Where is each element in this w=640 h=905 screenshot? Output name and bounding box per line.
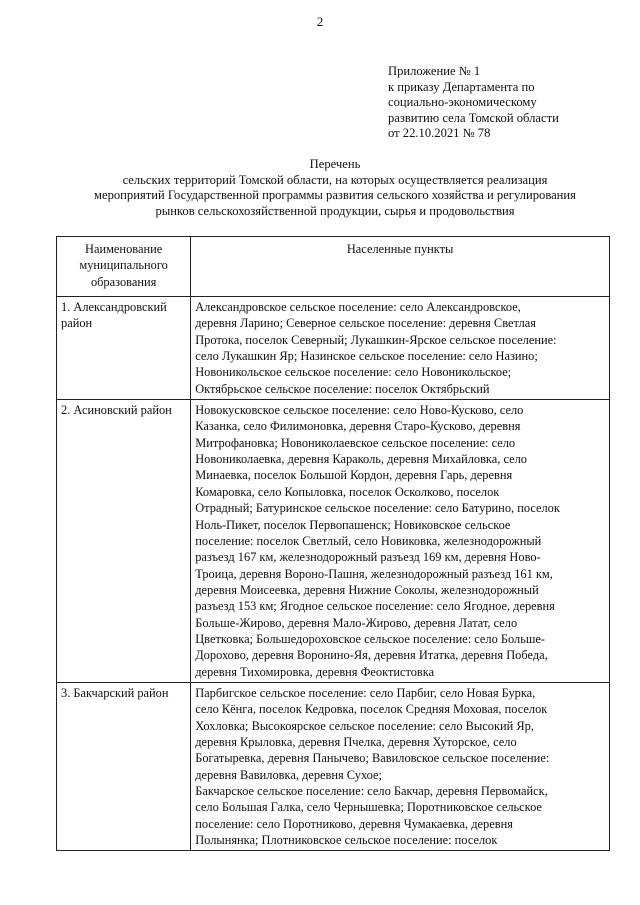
- settlement-line: Отрадный; Батуринское сельское поселение: село Батурино, поселок: [195, 501, 560, 516]
- settlement-line: Митрофановка; Новониколаевское сельское поселение: село: [195, 435, 516, 450]
- settlement-line: поселение: село Поротниково, деревня Чумакаевка, деревня: [195, 816, 513, 831]
- district-line: район: [61, 316, 93, 331]
- settlement-line: поселение: поселок Светлый, село Новиковка, железнодорожный: [195, 533, 542, 548]
- settlement-line: деревня Ларино; Северное сельское поселение: деревня Светлая: [195, 316, 536, 331]
- table-row: [57, 682, 610, 850]
- settlement-line: Троица, деревня Вороно-Пашня, железнодорожный разъезд 161 км,: [195, 566, 553, 581]
- district-line: 2. Асиновский район: [61, 403, 172, 418]
- settlements-cell: [191, 682, 610, 850]
- settlements-cell: [191, 297, 610, 400]
- settlement-line: Новокусковское сельское поселение: село Ново-Кусково, село: [195, 403, 524, 418]
- settlement-line: Дорохово, деревня Воронино-Яя, деревня Итатка, деревня Победа,: [195, 648, 548, 663]
- district-line: 3. Бакчарский район: [61, 685, 169, 700]
- table-row: [57, 297, 610, 400]
- annex-line: Приложение № 1: [388, 64, 481, 78]
- settlement-line: село Большая Галка, село Чернышевка; Поротниковское сельское: [195, 800, 542, 815]
- title-line: мероприятий Государственной программы развития сельского хозяйства и регулирования: [94, 188, 576, 203]
- settlement-line: деревня Тихомировка, деревня Феоктистовка: [195, 664, 435, 679]
- settlement-line: село Лукашкин Яр; Назинское сельское поселение: село Назино;: [195, 349, 538, 364]
- settlement-line: Хохловка; Высокоярское сельское поселение: село Высокий Яр,: [195, 718, 534, 733]
- district-cell: [57, 400, 191, 683]
- settlement-line: Богатыревка, деревня Панычево; Вавиловское сельское поселение:: [195, 751, 550, 766]
- settlement-line: Парбигское сельское поселение: село Парбиг, село Новая Бурка,: [195, 685, 536, 700]
- page-number: 2: [316, 14, 324, 29]
- header-line: муниципального: [79, 258, 168, 273]
- document-title: [40, 157, 630, 219]
- settlement-line: Октябрьское сельское поселение: поселок Октябрьский: [195, 381, 490, 396]
- settlement-line: Новоникольское сельское поселение: село Новоникольское;: [195, 365, 512, 380]
- settlement-line: Казанка, село Филимоновка, деревня Старо-Кусково, деревня: [195, 419, 521, 434]
- header-line: образования: [90, 274, 157, 289]
- settlement-line: Цветковка; Большедороховское сельское поселение: село Больше-: [195, 631, 546, 646]
- settlement-line: Александровское сельское поселение: село Александровское,: [195, 300, 521, 315]
- settlement-line: разъезд 167 км, железнодорожный разъезд 169 км, деревня Ново-: [195, 550, 541, 565]
- district-line: 1. Александровский: [61, 300, 167, 315]
- header-line: Населенные пункты: [346, 242, 454, 256]
- title-line: рынков сельскохозяйственной продукции, сырья и продовольствия: [155, 203, 515, 218]
- annex-line: развитию села Томской области: [388, 110, 559, 125]
- annex-line: социально-экономическому: [388, 95, 537, 110]
- settlement-line: деревня Вавиловка, деревня Сухое;: [195, 767, 382, 782]
- settlement-line: Ноль-Пикет, поселок Первопашенск; Новиковское сельское: [195, 517, 511, 532]
- annex-line: от 22.10.2021 № 78: [388, 126, 491, 141]
- settlement-line: село Кёнга, поселок Кедровка, поселок Средняя Моховая, поселок: [195, 702, 548, 717]
- settlement-line: Больше-Жирово, деревня Мало-Жирово, деревня Латат, село: [195, 615, 518, 630]
- settlement-line: Протока, поселок Северный; Лукашкин-Ярское сельское поселение:: [195, 332, 557, 347]
- title-line: сельских территорий Томской области, на которых осуществляется реализация: [122, 172, 548, 187]
- header-line: Наименование: [85, 242, 163, 256]
- settlements-cell: [191, 400, 610, 683]
- settlement-line: Полынянка; Плотниковское сельское поселение: поселок: [195, 833, 498, 848]
- settlement-line: Бакчарское сельское поселение: село Бакчар, деревня Первомайск,: [195, 784, 548, 798]
- settlement-line: Минаевка, поселок Большой Кордон, деревня Гарь, деревня: [195, 468, 513, 483]
- table-header-row: [57, 237, 610, 297]
- district-cell: [57, 297, 191, 400]
- settlement-line: деревня Крыловка, деревня Пчелка, деревня Хуторское, село: [195, 734, 517, 749]
- settlement-line: Новониколаевка, деревня Караколь, деревня Михайловка, село: [195, 452, 527, 467]
- settlement-line: разъезд 153 км; Ягодное сельское поселение: село Ягодное, деревня: [195, 599, 555, 614]
- settlement-line: Комаровка, село Копыловка, поселок Осколково, поселок: [195, 484, 500, 499]
- header-municipality: [57, 237, 191, 297]
- title-line: Перечень: [309, 157, 361, 171]
- header-settlements: [191, 237, 610, 297]
- district-cell: [57, 682, 191, 850]
- table-row: [57, 400, 610, 683]
- annex-line: к приказу Департамента по: [388, 79, 535, 94]
- settlement-line: деревня Моисеевка, деревня Нижние Соколы, железнодорожный: [195, 582, 539, 597]
- settlements-table: [56, 236, 610, 851]
- annex-block: [388, 64, 628, 142]
